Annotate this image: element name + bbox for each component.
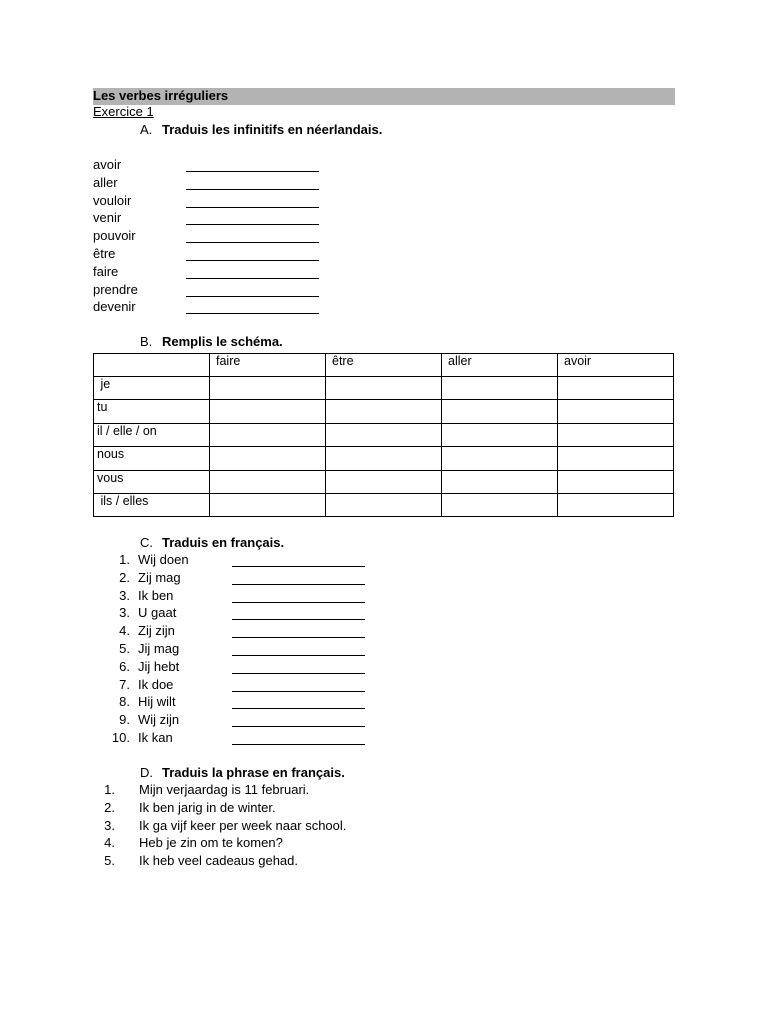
- item-number: 10.: [111, 730, 130, 745]
- answer-blank[interactable]: [186, 313, 319, 314]
- worksheet-title: Les verbes irréguliers: [93, 88, 675, 105]
- item-text: Wij zijn: [138, 712, 180, 728]
- item-number: 5.: [104, 853, 115, 869]
- conjugation-cell[interactable]: [326, 400, 442, 423]
- item-number: 1.: [104, 782, 115, 797]
- conjugation-cell[interactable]: [442, 493, 558, 516]
- item-number: 5.: [119, 641, 130, 656]
- list-item: [108, 694, 176, 710]
- conjugation-cell[interactable]: [326, 493, 442, 516]
- infinitive-item: devenir: [93, 299, 136, 315]
- infinitive-item: pouvoir: [93, 228, 136, 244]
- infinitive-item: être: [93, 246, 116, 261]
- conjugation-cell[interactable]: [442, 470, 558, 493]
- item-number: 9.: [119, 712, 130, 728]
- item-number: 3.: [119, 605, 130, 621]
- conjugation-cell[interactable]: [326, 423, 442, 446]
- item-number: 3.: [104, 817, 115, 833]
- item-text: Ik ga vijf keer per week naar school.: [139, 817, 347, 833]
- table-row: [94, 377, 674, 400]
- item-text: Ik heb veel cadeaus gehad.: [139, 853, 299, 869]
- answer-blank[interactable]: [232, 637, 365, 638]
- sentence-item: [93, 853, 298, 869]
- sentence-item: [93, 835, 283, 851]
- pronoun-cell: ils / elles: [94, 493, 210, 516]
- answer-blank[interactable]: [232, 655, 365, 656]
- conjugation-cell[interactable]: [558, 470, 674, 493]
- infinitive-item: faire: [93, 263, 119, 279]
- conjugation-cell[interactable]: [558, 447, 674, 470]
- pronoun-cell: tu: [94, 400, 210, 423]
- item-number: 4.: [119, 623, 130, 639]
- pronoun-cell: nous: [94, 447, 210, 470]
- answer-blank[interactable]: [186, 207, 319, 208]
- conjugation-cell[interactable]: [558, 377, 674, 400]
- table-row: [94, 470, 674, 493]
- answer-blank[interactable]: [186, 242, 319, 243]
- item-text: Jij hebt: [138, 658, 180, 674]
- conjugation-cell[interactable]: [442, 447, 558, 470]
- item-text: Hij wilt: [138, 694, 176, 710]
- conjugation-cell[interactable]: [326, 447, 442, 470]
- list-item: [108, 623, 175, 639]
- item-text: Mijn verjaardag is 11 februari.: [139, 782, 310, 797]
- conjugation-cell[interactable]: [442, 423, 558, 446]
- conjugation-cell[interactable]: [558, 423, 674, 446]
- answer-blank[interactable]: [232, 708, 365, 709]
- answer-blank[interactable]: [186, 278, 319, 279]
- list-item: [108, 712, 179, 728]
- answer-blank[interactable]: [232, 619, 365, 620]
- table-header-cell: aller: [442, 354, 558, 377]
- conjugation-cell[interactable]: [210, 423, 326, 446]
- item-number: 6.: [119, 658, 130, 674]
- item-text: Zij zijn: [138, 623, 175, 639]
- section-d-title: Traduis la phrase en français.: [162, 765, 345, 780]
- conjugation-cell[interactable]: [210, 447, 326, 470]
- section-a-letter: A.: [140, 122, 153, 137]
- answer-blank[interactable]: [186, 189, 319, 190]
- conjugation-cell[interactable]: [558, 400, 674, 423]
- sentence-item: [93, 800, 276, 816]
- answer-blank[interactable]: [232, 673, 365, 674]
- item-text: Ik kan: [138, 730, 173, 745]
- answer-blank[interactable]: [186, 224, 319, 225]
- item-number: 8.: [119, 694, 130, 710]
- infinitive-item: aller: [93, 174, 118, 190]
- pronoun-cell: je: [94, 377, 210, 400]
- pronoun-cell: vous: [94, 470, 210, 493]
- list-item: [108, 570, 181, 586]
- table-row: [94, 493, 674, 516]
- list-item: [108, 641, 179, 657]
- conjugation-cell[interactable]: [326, 470, 442, 493]
- section-d-heading: [140, 765, 345, 781]
- table-row: [94, 447, 674, 470]
- list-item: [108, 730, 173, 746]
- table-header-row: [94, 354, 674, 377]
- answer-blank[interactable]: [186, 296, 319, 297]
- section-a-heading: [140, 122, 382, 138]
- table-header-cell: faire: [210, 354, 326, 377]
- answer-blank[interactable]: [232, 744, 365, 745]
- section-a-title: Traduis les infinitifs en néerlandais.: [162, 122, 383, 137]
- section-b-letter: B.: [140, 334, 153, 349]
- table-row: [94, 400, 674, 423]
- item-text: Ik doe: [138, 676, 174, 692]
- list-item: [108, 552, 189, 568]
- section-c-letter: C.: [140, 535, 153, 550]
- answer-blank[interactable]: [232, 566, 365, 567]
- conjugation-cell[interactable]: [442, 400, 558, 423]
- table-row: [94, 423, 674, 446]
- exercise-label: Exercice 1: [93, 104, 154, 119]
- item-text: Jij mag: [138, 641, 180, 656]
- conjugation-cell[interactable]: [442, 377, 558, 400]
- item-number: 3.: [119, 587, 130, 603]
- item-number: 2.: [104, 799, 115, 815]
- item-text: U gaat: [138, 605, 177, 621]
- conjugation-cell[interactable]: [326, 377, 442, 400]
- answer-blank[interactable]: [232, 726, 365, 727]
- item-text: Ik ben jarig in de winter.: [139, 799, 276, 815]
- answer-blank[interactable]: [232, 602, 365, 603]
- answer-blank[interactable]: [232, 584, 365, 585]
- pronoun-cell: il / elle / on: [94, 423, 210, 446]
- list-item: [108, 677, 173, 693]
- conjugation-cell[interactable]: [210, 400, 326, 423]
- table-header-cell: [94, 354, 210, 377]
- list-item: [108, 605, 176, 621]
- answer-blank[interactable]: [186, 260, 319, 261]
- item-number: 1.: [119, 552, 130, 567]
- item-number: 2.: [119, 569, 130, 585]
- infinitive-item: vouloir: [93, 192, 132, 208]
- section-d-letter: D.: [140, 765, 153, 780]
- list-item: [108, 659, 179, 675]
- section-b-title: Remplis le schéma.: [162, 334, 283, 349]
- conjugation-cell[interactable]: [210, 377, 326, 400]
- infinitive-item: prendre: [93, 281, 138, 297]
- section-c-title: Traduis en français.: [162, 535, 285, 550]
- item-number: 4.: [104, 835, 115, 851]
- infinitive-item: avoir: [93, 157, 122, 172]
- conjugation-cell[interactable]: [210, 493, 326, 516]
- conjugation-table: [93, 353, 674, 517]
- table-header-cell: avoir: [558, 354, 674, 377]
- item-text: Wij doen: [138, 552, 189, 567]
- conjugation-cell[interactable]: [558, 493, 674, 516]
- item-text: Ik ben: [138, 587, 174, 603]
- sentence-item: [93, 782, 309, 798]
- list-item: [108, 588, 173, 604]
- answer-blank[interactable]: [186, 171, 319, 172]
- section-c-heading: [140, 535, 284, 551]
- table-header-cell: être: [326, 354, 442, 377]
- section-b-heading: [140, 334, 283, 350]
- item-text: Zij mag: [138, 569, 181, 585]
- answer-blank[interactable]: [232, 691, 365, 692]
- conjugation-cell[interactable]: [210, 470, 326, 493]
- item-text: Heb je zin om te komen?: [139, 835, 283, 851]
- infinitive-item: venir: [93, 210, 122, 226]
- item-number: 7.: [119, 676, 130, 692]
- sentence-item: [93, 818, 346, 834]
